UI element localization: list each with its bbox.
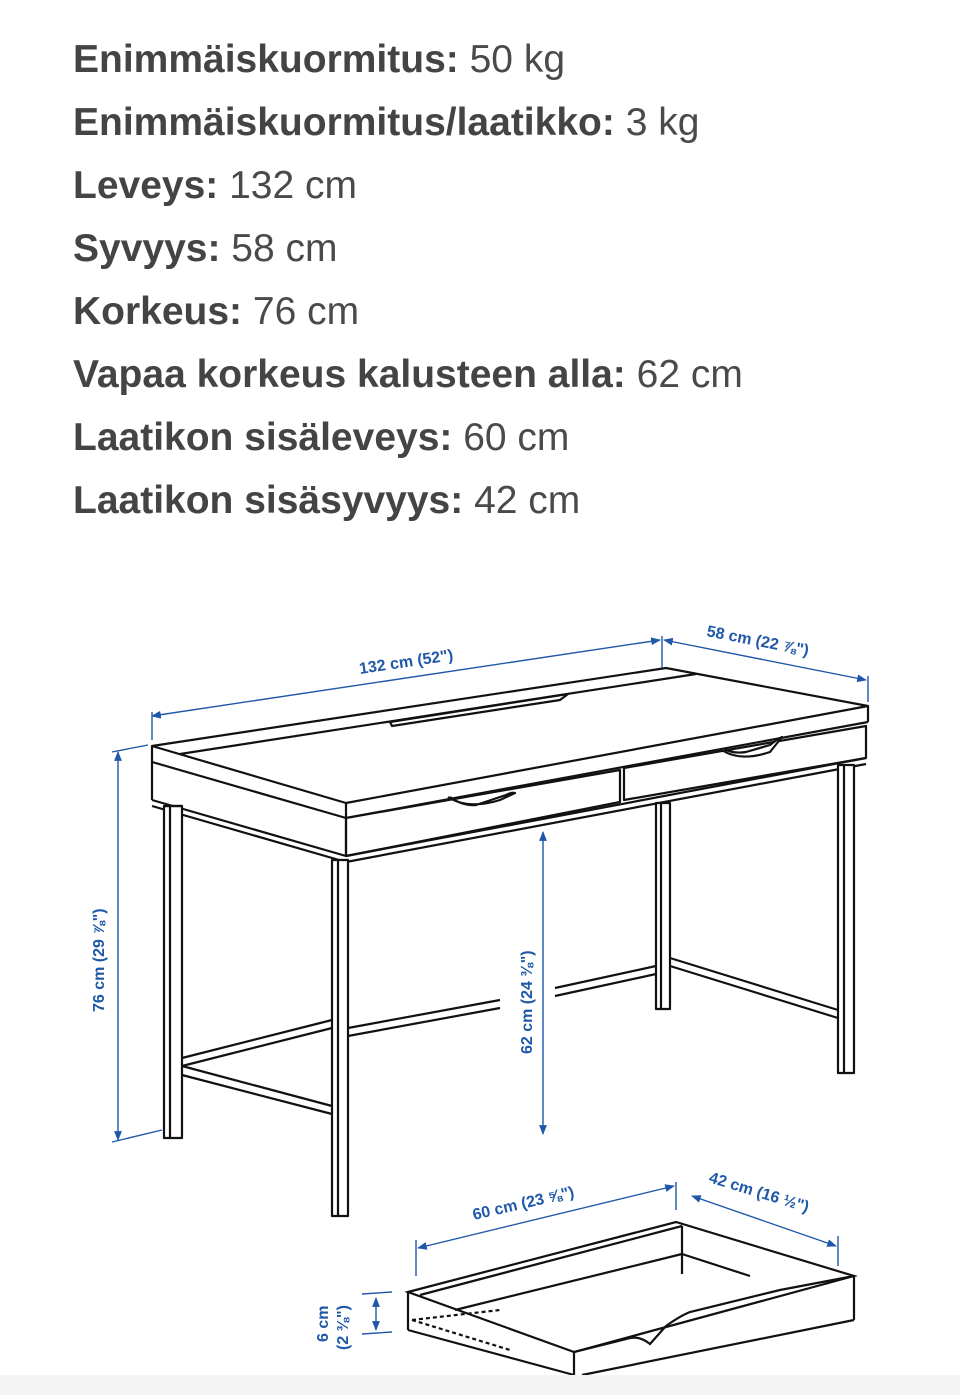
dimension-diagram xyxy=(0,590,960,1395)
drawer-height-label: 6 cm xyxy=(315,1305,332,1342)
spec-label: Korkeus: xyxy=(73,290,243,333)
spec-value: 62 cm xyxy=(636,353,743,396)
spec-width xyxy=(73,158,743,221)
spec-value: 60 cm xyxy=(463,416,570,459)
spec-max-load xyxy=(73,32,743,95)
drawer-width-label: 60 cm (23 ⅝") xyxy=(471,1184,576,1224)
spec-value: 58 cm xyxy=(231,227,338,270)
drawer-icon xyxy=(408,1222,854,1375)
spec-label: Syvyys: xyxy=(73,227,221,270)
desk-width-label: 132 cm (52") xyxy=(358,647,455,678)
spec-max-load-per-drawer xyxy=(73,95,743,158)
drawer-height-inch-label: (2 ⅜") xyxy=(335,1305,352,1350)
spec-value: 3 kg xyxy=(625,101,700,144)
free-height-label: 62 cm (24 ⅜") xyxy=(519,950,536,1054)
spec-label: Enimmäiskuormitus: xyxy=(73,38,459,81)
spec-label: Enimmäiskuormitus/laatikko: xyxy=(73,101,615,144)
desk-depth-label: 58 cm (22 ⅞") xyxy=(705,623,811,660)
spec-value: 42 cm xyxy=(474,479,581,522)
spec-free-height xyxy=(73,347,743,410)
desk-icon xyxy=(152,668,868,1216)
spec-label: Laatikon sisäleveys: xyxy=(73,416,453,459)
spec-value: 132 cm xyxy=(229,164,358,207)
bottom-edge xyxy=(0,1375,960,1395)
spec-label: Laatikon sisäsyvyys: xyxy=(73,479,464,522)
spec-label: Leveys: xyxy=(73,164,219,207)
drawer-depth-label: 42 cm (16 ½") xyxy=(706,1169,811,1217)
spec-height xyxy=(73,284,743,347)
spec-value: 76 cm xyxy=(252,290,360,333)
desk-line-drawing xyxy=(0,590,960,1395)
spec-drawer-inner-width xyxy=(73,410,743,473)
spec-value: 50 kg xyxy=(469,38,566,81)
spec-label: Vapaa korkeus kalusteen alla: xyxy=(73,353,626,396)
spec-drawer-inner-depth xyxy=(73,473,743,536)
product-specs-list xyxy=(73,32,743,536)
spec-depth xyxy=(73,221,743,284)
desk-height-label: 76 cm (29 ⅞") xyxy=(91,908,108,1012)
